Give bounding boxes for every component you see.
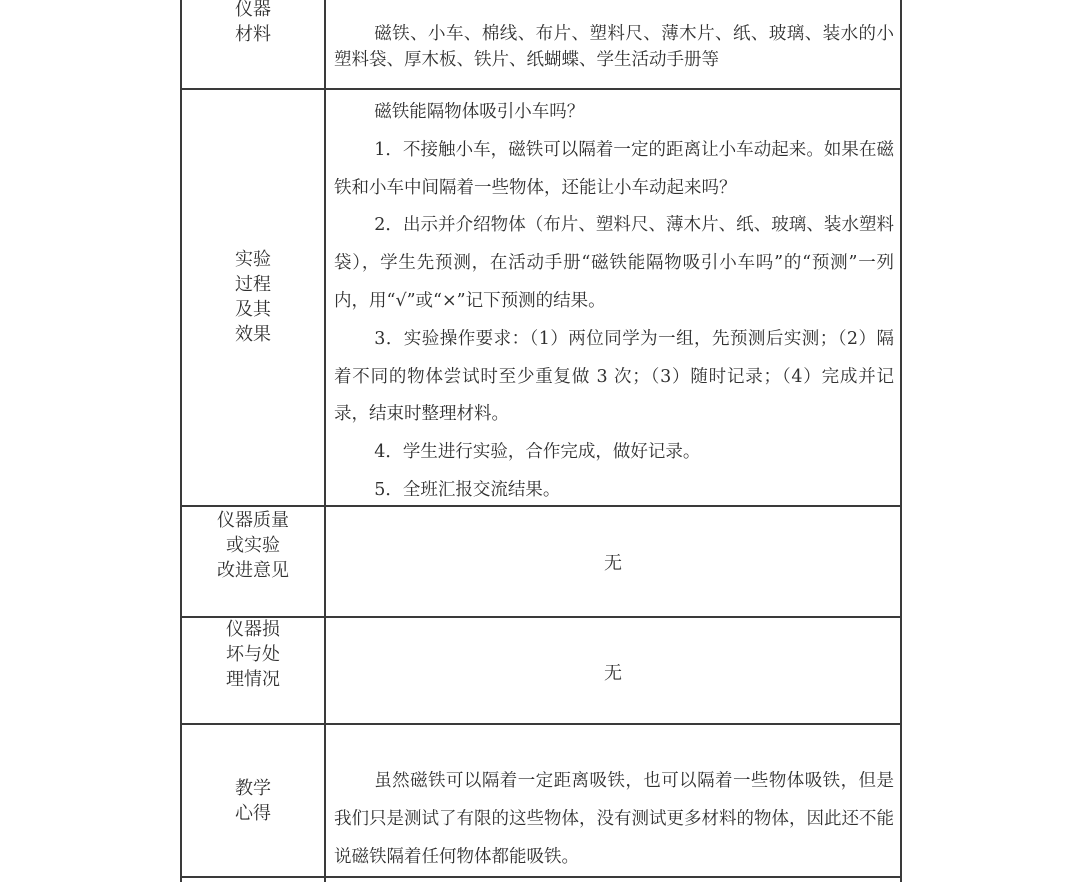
process-label-line-4: 效果: [235, 324, 271, 345]
materials-label: [182, 0, 324, 47]
table-border-right: [900, 0, 902, 882]
improvement-label-line-2: 或实验: [226, 535, 280, 556]
process-cell: [334, 94, 894, 510]
process-label-line-3: 及其: [235, 299, 271, 320]
process-label-line-1: 实验: [235, 249, 271, 270]
reflection-text: 虽然磁铁可以隔着一定距离吸铁，也可以隔着一些物体吸铁，但是我们只是测试了有限的这些物体，没有测试更多材料的物体，因此还不能说磁铁隔着任何物体都能吸铁。: [334, 771, 894, 867]
process-label-line-2: 过程: [235, 274, 271, 295]
damage-label: [182, 617, 324, 692]
process-paragraph: 3．实验操作要求：（1）两位同学为一组，先预测后实测；（2）隔着不同的物体尝试时至少重复做 3 次；（3）随时记录；（4）完成并记录，结束时整理材料。: [334, 328, 894, 425]
improvement-label: [182, 508, 324, 583]
improvement-label-line-3: 改进意见: [217, 560, 289, 581]
table-column-divider: [324, 0, 326, 882]
damage-label-line-2: 坏与处: [226, 644, 280, 665]
materials-text: 磁铁、小车、棉线、布片、塑料尺、薄木片、纸、玻璃、装水的小塑料袋、厚木板、铁片、纸蝴蝶、学生活动手册等: [334, 24, 894, 70]
row-divider-1: [180, 88, 902, 90]
materials-label-line-1: 仪器: [235, 0, 271, 20]
reflection-label: [182, 776, 324, 826]
materials-label-line-2: 材料: [235, 24, 271, 45]
reflection-label-line-1: 教学: [235, 778, 271, 799]
table-border-left: [180, 0, 182, 882]
process-paragraph: 2．出示并介绍物体（布片、塑料尺、薄木片、纸、玻璃、装水塑料袋），学生先预测，在活动手册“磁铁能隔物吸引小车吗”的“预测”一列内，用“√”或“×”记下预测的结果。: [334, 215, 894, 311]
improvement-value: 无: [604, 553, 622, 574]
process-paragraph: 5．全班汇报交流结果。: [374, 479, 561, 500]
process-paragraph: 4．学生进行实验，合作完成，做好记录。: [374, 442, 701, 463]
reflection-cell: [334, 763, 894, 876]
reflection-label-line-2: 心得: [235, 803, 271, 824]
process-paragraph: 磁铁能隔物体吸引小车吗？: [374, 102, 585, 122]
process-label: [182, 247, 324, 347]
materials-cell: [334, 21, 894, 73]
process-paragraph: 1．不接触小车，磁铁可以隔着一定的距离让小车动起来。如果在磁铁和小车中间隔着一些物体，还能让小车动起来吗？: [334, 139, 894, 198]
improvement-label-line-1: 仪器质量: [217, 510, 289, 531]
damage-label-line-3: 理情况: [226, 669, 280, 690]
damage-label-line-1: 仪器损: [226, 619, 280, 640]
damage-value: 无: [604, 663, 622, 684]
row-divider-4: [180, 723, 902, 725]
